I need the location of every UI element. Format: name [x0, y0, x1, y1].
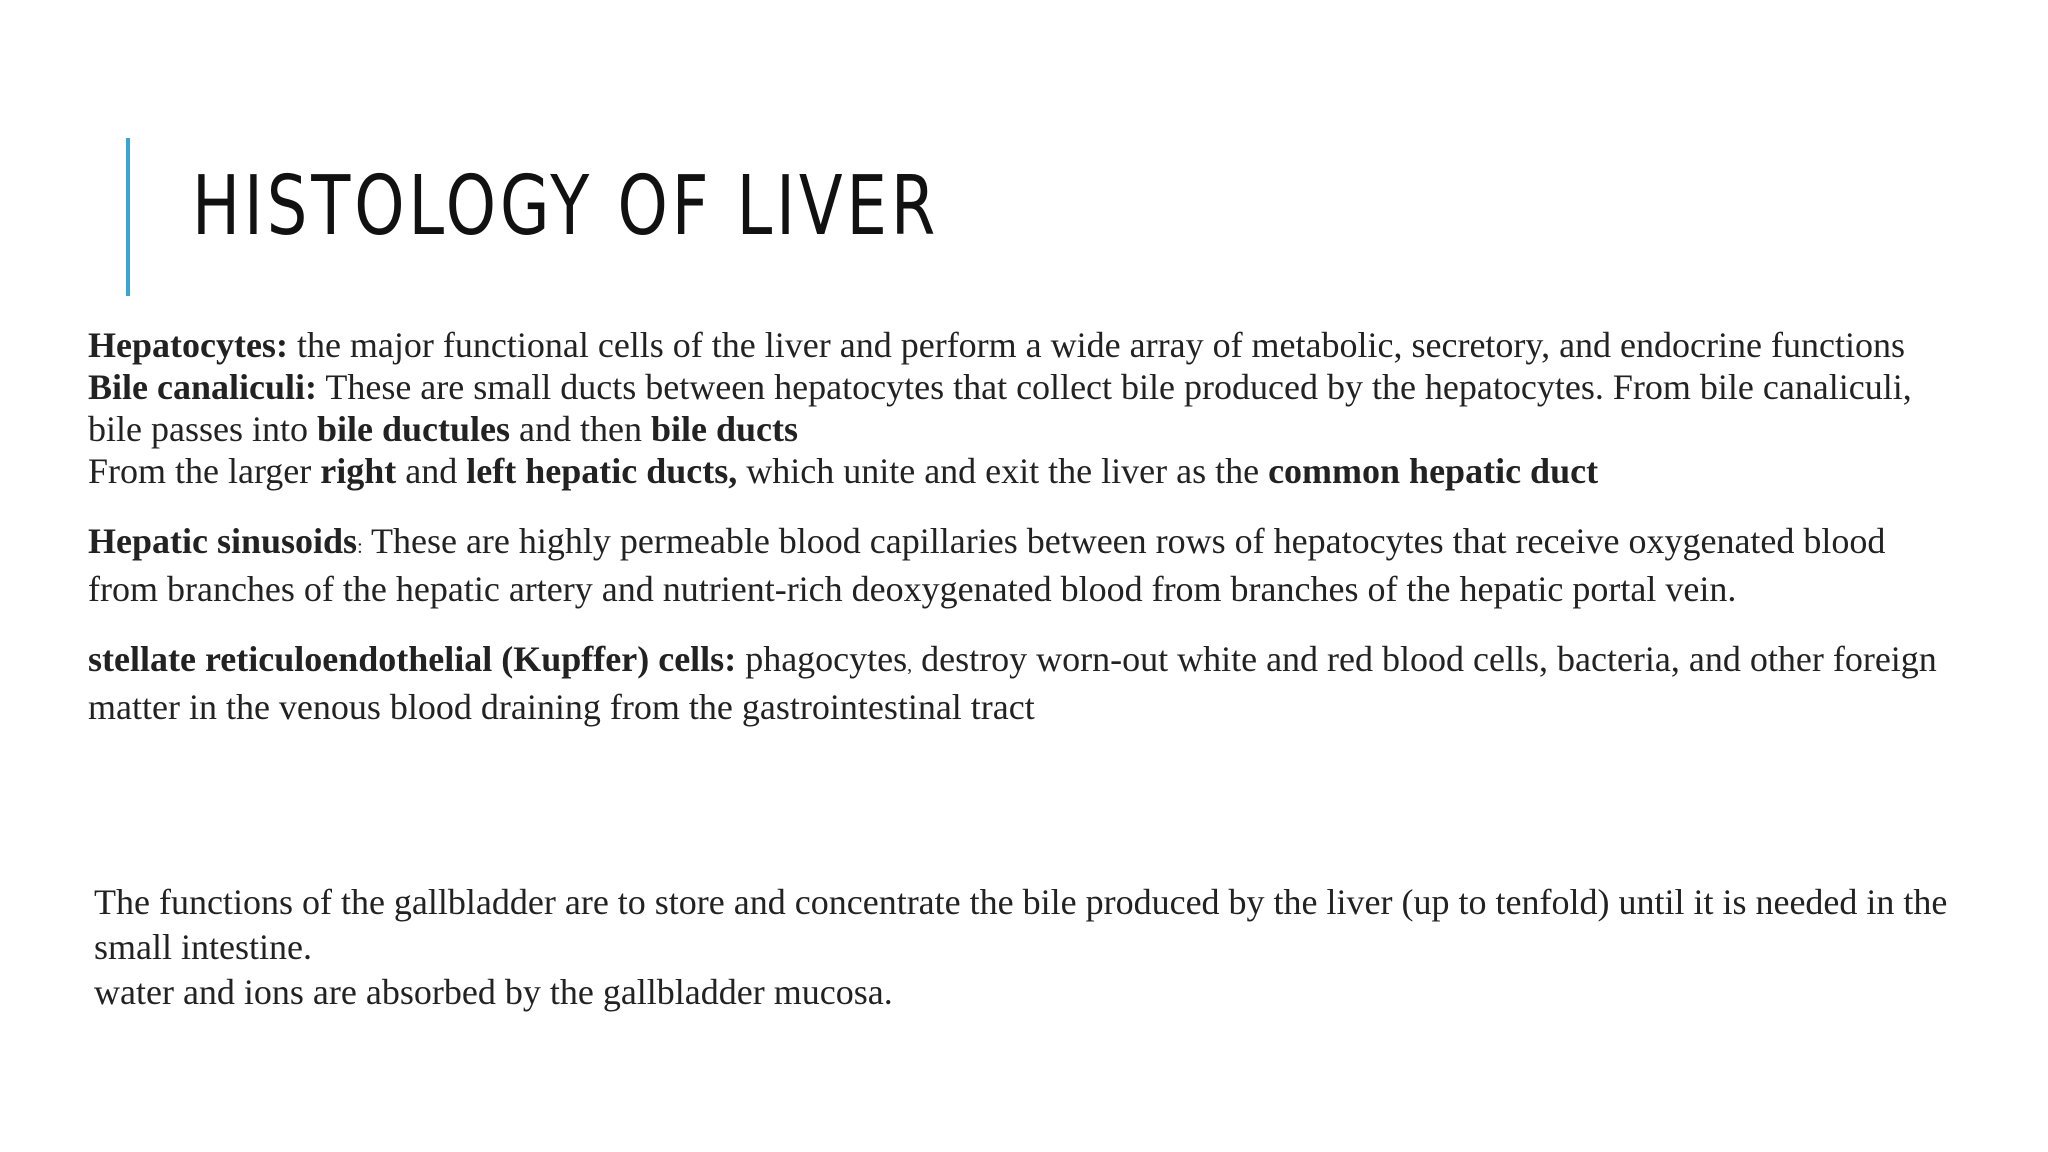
- gallbladder-functions: The functions of the gallbladder are to store and concentrate the bile produced by the liver (up to tenfold) until it is needed in the small intestine.: [94, 882, 1948, 967]
- paragraph-hepatic-ducts: [88, 450, 1958, 492]
- comma-kupffer: ,: [907, 654, 913, 676]
- slide-body: [88, 324, 1958, 728]
- paragraph-hepatic-sinusoids: [88, 520, 1958, 610]
- term-bile-ductules: bile ductules: [316, 409, 511, 449]
- term-bile-canaliculi: Bile canaliculi:: [88, 367, 317, 407]
- text-hepatic-ducts-3: which unite and exit the liver as the: [737, 451, 1269, 491]
- slide-title: HISTOLOGY OF LIVER: [192, 159, 940, 254]
- text-hepatic-ducts-2: and: [396, 451, 467, 491]
- term-right: right: [320, 451, 397, 491]
- text-kupffer-2: destroy worn-out white and red blood cells, bacteria, and other foreign matter in the venous blood draining from the gastrointestinal tract: [88, 639, 1937, 727]
- text-hepatocytes: the major functional cells of the liver and perform a wide array of metabolic, secretory, and endocrine functions: [287, 325, 1905, 365]
- term-common-hepatic-duct: common hepatic duct: [1268, 451, 1599, 491]
- text-bile-canaliculi-2: and then: [510, 409, 651, 449]
- term-hepatic-sinusoids: Hepatic sinusoids: [88, 521, 358, 561]
- text-bile-canaliculi-1: These are small ducts between hepatocytes that collect bile produced by the hepatocytes. From bile canaliculi, bile passes into: [88, 367, 1912, 449]
- term-hepatocytes: Hepatocytes:: [88, 325, 288, 365]
- title-accent-bar: [126, 138, 130, 296]
- term-kupffer-cells: stellate reticuloendothelial (Kupffer) cells:: [88, 639, 737, 679]
- gallbladder-absorption: water and ions are absorbed by the gallbladder mucosa.: [94, 972, 893, 1012]
- text-hepatic-ducts-1: From the larger: [88, 451, 321, 491]
- paragraph-hepatocytes: [88, 324, 1958, 366]
- text-hepatic-sinusoids: These are highly permeable blood capillaries between rows of hepatocytes that receive oxygenated blood from branches of the hepatic artery and nutrient-rich deoxygenated blood from branches of the hepatic portal vein.: [88, 521, 1886, 609]
- term-left-hepatic-ducts: left hepatic ducts,: [466, 451, 738, 491]
- colon-hepatic-sinusoids: :: [357, 536, 363, 558]
- paragraph-bile-canaliculi: [88, 366, 1958, 450]
- gallbladder-section: [94, 880, 1954, 1015]
- paragraph-kupffer-cells: [88, 638, 1958, 728]
- term-bile-ducts: bile ducts: [650, 409, 799, 449]
- text-kupffer-1: phagocytes: [736, 639, 908, 679]
